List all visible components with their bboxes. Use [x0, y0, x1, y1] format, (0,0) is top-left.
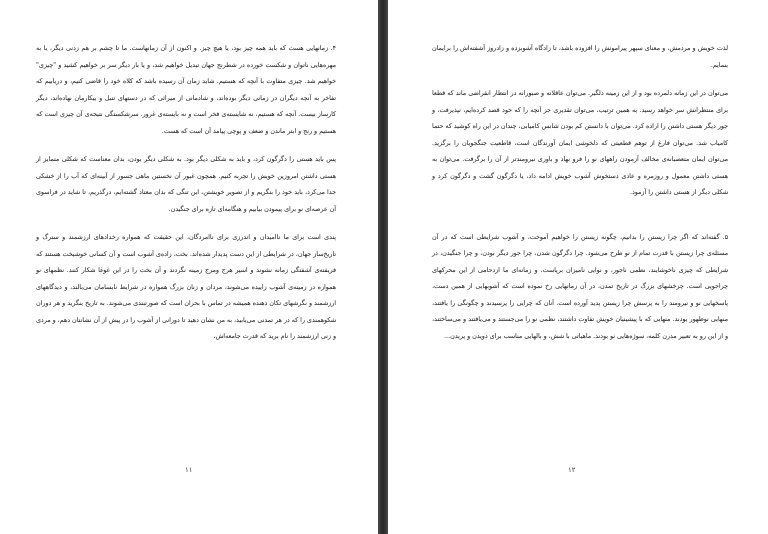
- paragraph: پندی است برای ما ناامیدان و اندرزی برای ناامردگان، این حقیقت که همواره رخدادهای ارزشمند و سترگ و تاریخ‌ساز جهان، در شرایطی از این دست پدیدار شده‌اند. بخت، زاده‌ی آشوب است و آن کسانی خوشبخت هستند که فریفته‌ی آشفتگی زمانه نشوند و اسیر هرج ومرج زمینه نگردند و آن بخت را در این غوغا شکار کنند. نظمهای نو همواره در زمینه‌ی آشوب زاییده می‌شوند، مردان و زنان بزرگ همواره در شرایط نابسامان می‌بالند، و دیدگاههای ارزشمند و نگرشهای تکان دهنده همیشه در تماس با بحران است که صورتبندی می‌شوند. به تاریخ بنگرید و هر دوران شکوهمندی را که در هر تمدنی می‌یابید، به من نشان دهید تا دورانی از آشوب را در پیش از آن نشانتان دهم، و مردی و زنی ارزشمند را نام برید که قدرت جامعه‌اش،: [36, 234, 336, 340]
- paragraph: می‌توان در این زمانه دلمرده بود و از این زمینه دلگیر. می‌توان عاقلانه و صبورانه در انتظار انقراضی ماند که قطعا برای منتظرانش سر خواهد رسید. به همین ترتیب، می‌توان تقدیری جز آنچه را که خود قصد کرده‌ایم، نپذیرفت، و جور دیگر هستی داشتن را اراده کرد. می‌توان با دانستن کم بودن شانس کامیابی، چندان در این راه کوشید که حتما کامیاب شد. می‌توان فارغ از توهم قطعیتی که دلخوشی ایمان آورندگان است، قاطعیت جنگجویان را برگزید. می‌توان ایمان متعصبانه‌ی مخالف آزمودن راههای نو را فرو نهاد و باوری نیرومندتر از آن را برگرفت. می‌توان به هستی داشتن معمول و روزمره و عادی دستخوش آشوب خویش ادامه داد، یا دگرگون گشت و دگرگون کرد و شکلی دیگر از هستی داشتن را آزمود.: [432, 90, 728, 196]
- right-page-text: [432, 41, 728, 345]
- paragraph: ۵. گفته‌اند که اگر چرا زیستن را بدانیم، چگونه زیستن را خواهیم آموخت، و آشوب شرایطی است که در آن مسئله‌ی چرا زیستن با قدرت تمام از نو طرح می‌شود. چرا دگرگون شدن، چرا جور دیگر بودن، و چرا جنگیدن، در شرایطی که چیزی ناخوشایند، نظمی ناجور، و نوایی نامیزان برپاست، و زمانه‌ای ما ازدحامی از این محرکهای چراجویی است. چرخشهای بزرگ در تاریخ تمدن، در آن زمانهایی رخ نموده است که آشوبهایی از همین دست، پاسخهایی نو و نیرومند را به پرسش چرا زیستن پدید آورده است. آنان که چرایی را پرسیدند و چگونگی را یافتند، منهایی نوظهور بودند. منهایی که با پیشینیان خویش تفاوت داشتند، نظمی نو را می‌جستند و می‌یافتند و می‌ساختند، و از این رو به تعبیر مدرن کلمه، سوژه‌هایی نو بودند. ماهیاتی با شش، و بالهایی مناسب برای دویدن و پریدن...: [432, 233, 728, 340]
- right-page: [388, 0, 768, 534]
- paragraph: لذت خویش و مردمش، و معنای سپهر پیرامونش را افزوده باشد، تا زادگاه آشوبزده و زادروز آشفته‌اش را برایمان بنمایم.: [432, 45, 728, 69]
- book-spine: [378, 0, 388, 534]
- paragraph: ۴. زمانهایی هست که باید همه چیز بود، یا هیچ چیز. و اکنون از آن زمانهاست. ما تا چشم بر هم زدنی دیگر، یا به مهره‌هایی ناتوان و شکست خورده در شطرنج جهان تبدیل خواهیم شد، و یا بار دیگر سر بر خواهیم کشید و "چیزی" خواهیم شد. چیزی متفاوت با آنچه که هستیم. شاید زمان آن رسیده باشد که کلاه خود را قاضی کنیم، و دریابیم که تفاخر به آنچه دیگران در زمانی دیگر بوده‌اند، و شادمانی از میراثی که در دستهای تنبل و بیکارمان نهاده‌اند، دیگر کارساز نیست. آنچه که هستیم، نه شایسته‌ی فخر است و نه بایسته‌ی غرور. سرشکستگی نتیجه‌ی آن چیزی است که هستیم و رنج و ابتر ماندن و ضعف و پوچی پیامد آن است که هست.: [36, 45, 336, 135]
- paragraph: پس باید هستی را دگرگون کرد، و باید به شکلی دیگر بود. به شکلی دیگر بودن، بدان معناست که شکلی متمایز از هستی داشتن امروزین خویش را تجربه کنیم. همچون غبور آن نخستین ماهی جسور از آبینه‌ای که آب را از خشکی جدا می‌کرد، باید خود را بنگریم و از تصویر خویشتن، این تنگی که بدان معتاد گشته‌ایم، درگذریم، تا شاید در فراسوی آن عرصه‌ای نو برای پیمودن بیابیم و هنگامه‌ای تازه برای جنگیدن.: [36, 156, 336, 213]
- page-number: ۱۱: [185, 466, 193, 474]
- page-number: ۱۲: [568, 466, 576, 474]
- left-page: [0, 0, 378, 534]
- left-page-text: [36, 41, 336, 346]
